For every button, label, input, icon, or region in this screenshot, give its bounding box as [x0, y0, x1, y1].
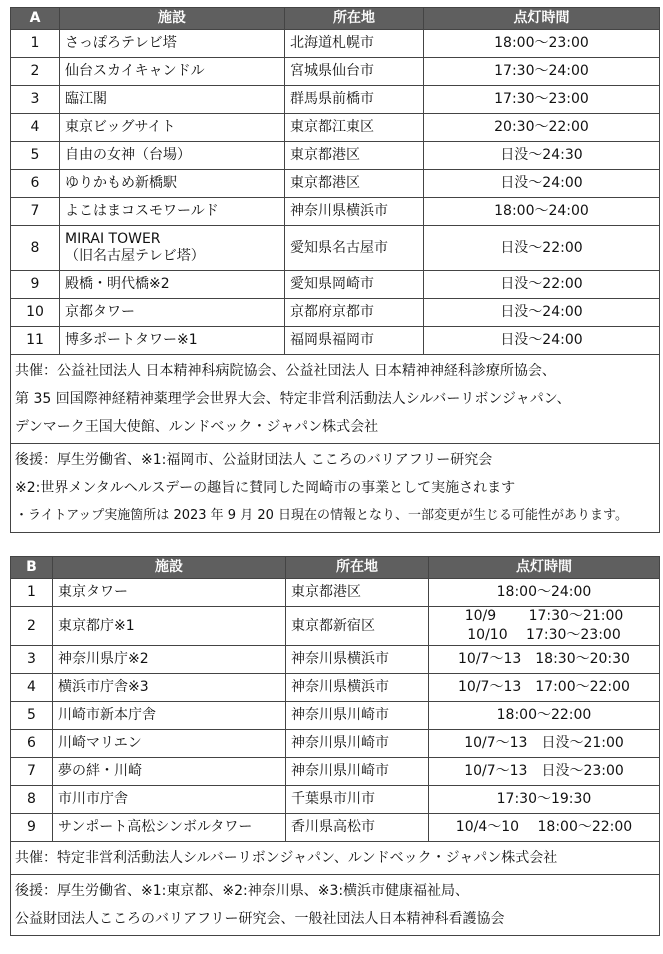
facility-name: 神奈川県庁※2: [53, 646, 286, 674]
row-number: 5: [11, 702, 53, 730]
supporters-line: 後援：厚生労働省、※1:福岡市、公益財団法人 こころのバリアフリー研究会: [15, 452, 493, 468]
facility-location: 東京都港区: [285, 142, 424, 170]
row-number: 1: [11, 579, 53, 607]
facility-name: 臨江閣: [60, 86, 285, 114]
lighting-time-line1: 10/9 17:30～21:00: [464, 608, 624, 624]
facility-name: 夢の絆・川崎: [53, 758, 286, 786]
table-row: [11, 786, 660, 814]
facility-name: 自由の女神（台場）: [60, 142, 285, 170]
supporters-line: ・ライトアップ実施箇所は 2023 年 9 月 20 日現在の情報となり、一部変更が生じる可能性があります。: [15, 508, 628, 523]
facility-location: 愛知県岡崎市: [285, 271, 424, 299]
lighting-time: 17:30～24:00: [424, 58, 660, 86]
lightup-table-b: [10, 556, 660, 936]
lighting-time: 日没～24:00: [424, 327, 660, 355]
table-row: [11, 86, 660, 114]
facility-location: 愛知県名古屋市: [285, 226, 424, 271]
facility-location: 群馬県前橋市: [285, 86, 424, 114]
organizers-line: 第 35 回国際神経精神薬理学会世界大会、特定非営利活動法人シルバーリボンジャパン、: [15, 391, 571, 407]
table-row: [11, 170, 660, 198]
facility-name: ゆりかもめ新橋駅: [60, 170, 285, 198]
row-number: 11: [11, 327, 60, 355]
table-row: [11, 607, 660, 646]
organizers-line: デンマーク王国大使館、ルンドベック・ジャパン株式会社: [15, 419, 379, 435]
lighting-time: 日没～24:00: [424, 170, 660, 198]
organizers-note: [11, 355, 660, 444]
lighting-time: [429, 607, 660, 646]
table-row: [11, 271, 660, 299]
lighting-time: 17:30～23:00: [424, 86, 660, 114]
facility-location: 神奈川県横浜市: [285, 198, 424, 226]
row-number: 4: [11, 114, 60, 142]
lighting-time: 18:00～23:00: [424, 30, 660, 58]
row-number: 3: [11, 646, 53, 674]
facility-name: よこはまコスモワールド: [60, 198, 285, 226]
row-number: 9: [11, 814, 53, 842]
row-number: 3: [11, 86, 60, 114]
row-number: 10: [11, 299, 60, 327]
row-number: 9: [11, 271, 60, 299]
column-header-group: B: [11, 557, 53, 579]
table-row: [11, 142, 660, 170]
facility-location: 京都府京都市: [285, 299, 424, 327]
table-row: [11, 646, 660, 674]
facility-location: 神奈川県川崎市: [286, 758, 429, 786]
facility-name: サンポート高松シンボルタワー: [53, 814, 286, 842]
facility-location: 香川県高松市: [286, 814, 429, 842]
facility-location: 神奈川県川崎市: [286, 702, 429, 730]
table-header-row: [11, 8, 660, 30]
facility-location: 神奈川県横浜市: [286, 646, 429, 674]
row-number: 1: [11, 30, 60, 58]
facility-location: 神奈川県川崎市: [286, 730, 429, 758]
supporters-line: ※2:世界メンタルヘルスデーの趣旨に賛同した岡崎市の事業として実施されます: [15, 480, 516, 496]
supporters-line: 公益財団法人こころのバリアフリー研究会、一般社団法人日本精神科看護協会: [15, 911, 505, 927]
lighting-time: 17:30～19:30: [429, 786, 660, 814]
table-header-row: [11, 557, 660, 579]
lighting-time: 日没～24:00: [424, 299, 660, 327]
lighting-time-line2: 10/10 17:30～23:00: [467, 627, 621, 643]
facility-name: 川崎市新本庁舎: [53, 702, 286, 730]
lighting-time: 18:00～24:00: [429, 579, 660, 607]
table-row: [11, 299, 660, 327]
facility-name-line2: （旧名古屋テレビ塔）: [65, 248, 205, 264]
table-row: [11, 114, 660, 142]
row-number: 7: [11, 198, 60, 226]
organizers-note: [11, 842, 660, 875]
facility-location: 東京都港区: [286, 579, 429, 607]
supporters-note: [11, 444, 660, 533]
column-header-lighting-time: 点灯時間: [429, 557, 660, 579]
lighting-time: 10/4～10 18:00～22:00: [429, 814, 660, 842]
facility-location: 東京都港区: [285, 170, 424, 198]
facility-name: さっぽろテレビ塔: [60, 30, 285, 58]
row-number: 6: [11, 730, 53, 758]
lighting-time: 10/7～13 日没～21:00: [429, 730, 660, 758]
lighting-time: 日没～22:00: [424, 271, 660, 299]
table-row: [11, 702, 660, 730]
supporters-line: 後援：厚生労働省、※1:東京都、※2:神奈川県、※3:横浜市健康福祉局、: [15, 883, 470, 899]
facility-name: 市川市庁舎: [53, 786, 286, 814]
supporters-note: [11, 875, 660, 936]
row-number: 7: [11, 758, 53, 786]
row-number: 8: [11, 786, 53, 814]
row-number: 2: [11, 58, 60, 86]
lighting-time: 日没～24:30: [424, 142, 660, 170]
row-number: 6: [11, 170, 60, 198]
lighting-time: 18:00～24:00: [424, 198, 660, 226]
facility-name: 京都タワー: [60, 299, 285, 327]
supporters-row: [11, 875, 660, 936]
table-row: [11, 30, 660, 58]
facility-name: [60, 226, 285, 271]
lighting-time: 日没～22:00: [424, 226, 660, 271]
table-row: [11, 198, 660, 226]
facility-name: 博多ポートタワー※1: [60, 327, 285, 355]
lighting-time: 18:00～22:00: [429, 702, 660, 730]
lighting-time: 10/7～13 日没～23:00: [429, 758, 660, 786]
lighting-time: 10/7～13 17:00～22:00: [429, 674, 660, 702]
organizers-line: 共催：公益社団法人 日本精神科病院協会、公益社団法人 日本精神神経科診療所協会、: [15, 363, 556, 379]
column-header-lighting-time: 点灯時間: [424, 8, 660, 30]
table-row: [11, 758, 660, 786]
facility-location: 千葉県市川市: [286, 786, 429, 814]
facility-name: 東京タワー: [53, 579, 286, 607]
table-row: [11, 674, 660, 702]
facility-name: 東京都庁※1: [53, 607, 286, 646]
facility-name-line1: MIRAI TOWER: [65, 231, 161, 247]
table-row: [11, 327, 660, 355]
facility-location: 北海道札幌市: [285, 30, 424, 58]
facility-location: 福岡県福岡市: [285, 327, 424, 355]
lighting-time: 10/7～13 18:30～20:30: [429, 646, 660, 674]
organizers-row: [11, 842, 660, 875]
facility-location: 神奈川県横浜市: [286, 674, 429, 702]
facility-name: 殿橋・明代橋※2: [60, 271, 285, 299]
row-number: 2: [11, 607, 53, 646]
facility-location: 東京都江東区: [285, 114, 424, 142]
facility-location: 宮城県仙台市: [285, 58, 424, 86]
organizers-line: 共催：特定非営利活動法人シルバーリボンジャパン、ルンドベック・ジャパン株式会社: [15, 850, 558, 866]
column-header-group: A: [11, 8, 60, 30]
column-header-location: 所在地: [286, 557, 429, 579]
table-row: [11, 730, 660, 758]
table-row: [11, 579, 660, 607]
facility-name: 川崎マリエン: [53, 730, 286, 758]
column-header-facility: 施設: [53, 557, 286, 579]
facility-name: 東京ビッグサイト: [60, 114, 285, 142]
supporters-row: [11, 444, 660, 533]
row-number: 5: [11, 142, 60, 170]
column-header-location: 所在地: [285, 8, 424, 30]
lightup-table-a: [10, 7, 660, 533]
table-row: [11, 226, 660, 271]
facility-location: 東京都新宿区: [286, 607, 429, 646]
column-header-facility: 施設: [60, 8, 285, 30]
facility-name: 仙台スカイキャンドル: [60, 58, 285, 86]
table-row: [11, 814, 660, 842]
facility-name: 横浜市庁舎※3: [53, 674, 286, 702]
row-number: 4: [11, 674, 53, 702]
row-number: 8: [11, 226, 60, 271]
lighting-time: 20:30～22:00: [424, 114, 660, 142]
organizers-row: [11, 355, 660, 444]
table-row: [11, 58, 660, 86]
